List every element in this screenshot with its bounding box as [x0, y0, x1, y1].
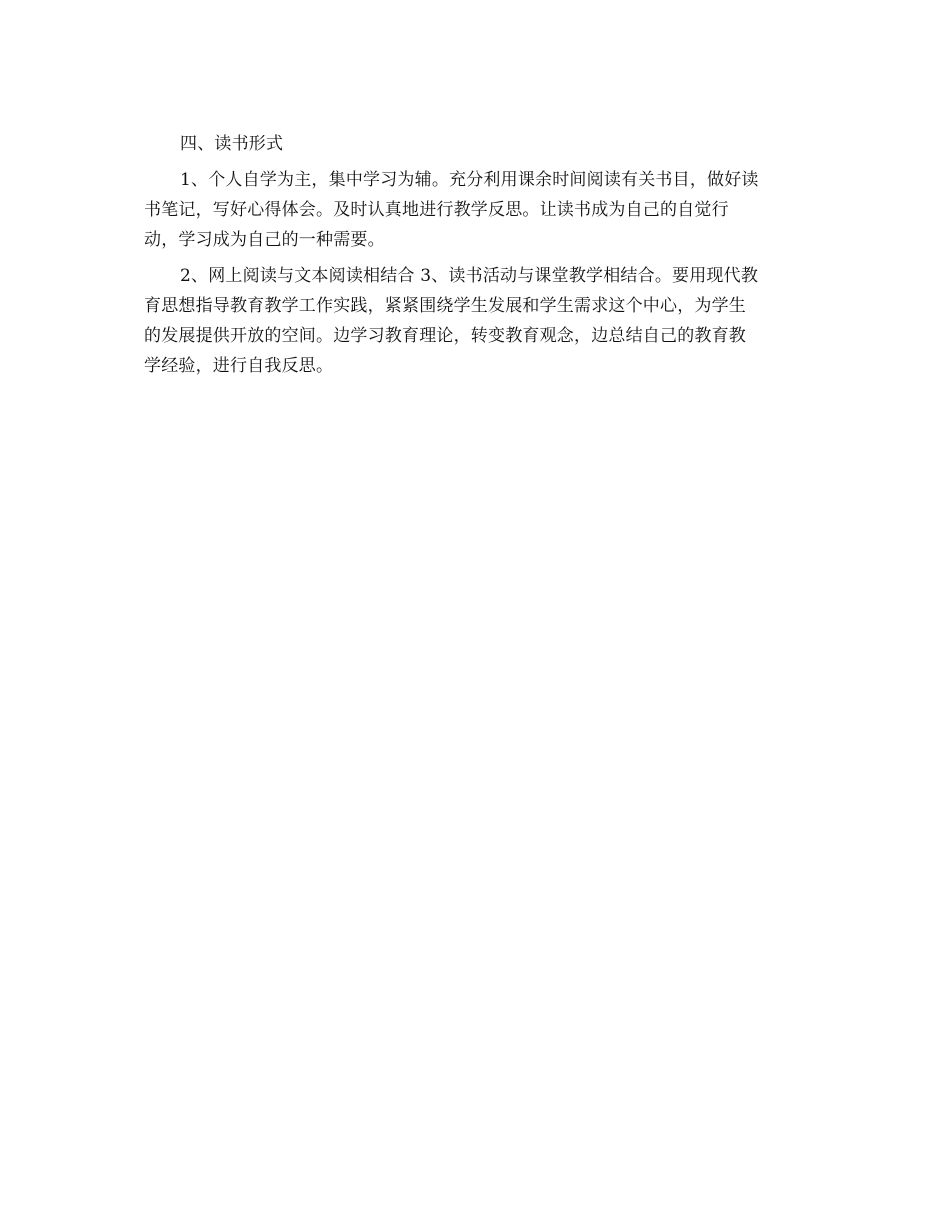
paragraph-1-line-1: 1、个人自学为主，集中学习为辅。充分利用课余时间阅读有关书目，做好读 [180, 170, 759, 190]
document-body [144, 129, 808, 381]
section-heading: 四、读书形式 [180, 134, 284, 154]
paragraph-2-line-3: 的发展提供开放的空间。边学习教育理论，转变教育观念，边总结自己的教育教 [144, 326, 746, 346]
paragraph-1 [144, 165, 808, 255]
paragraph-1-line-2: 书笔记，写好心得体会。及时认真地进行教学反思。让读书成为自己的自觉行 [144, 200, 729, 220]
paragraph-2-line-1: 2、网上阅读与文本阅读相结合 3、读书活动与课堂教学相结合。要用现代教 [180, 266, 759, 286]
paragraph-2 [144, 261, 808, 381]
paragraph-2-line-2: 育思想指导教育教学工作实践，紧紧围绕学生发展和学生需求这个中心，为学生 [144, 296, 746, 316]
paragraph-2-line-4: 学经验，进行自我反思。 [144, 356, 334, 376]
paragraph-1-line-3: 动，学习成为自己的一种需要。 [144, 230, 385, 250]
